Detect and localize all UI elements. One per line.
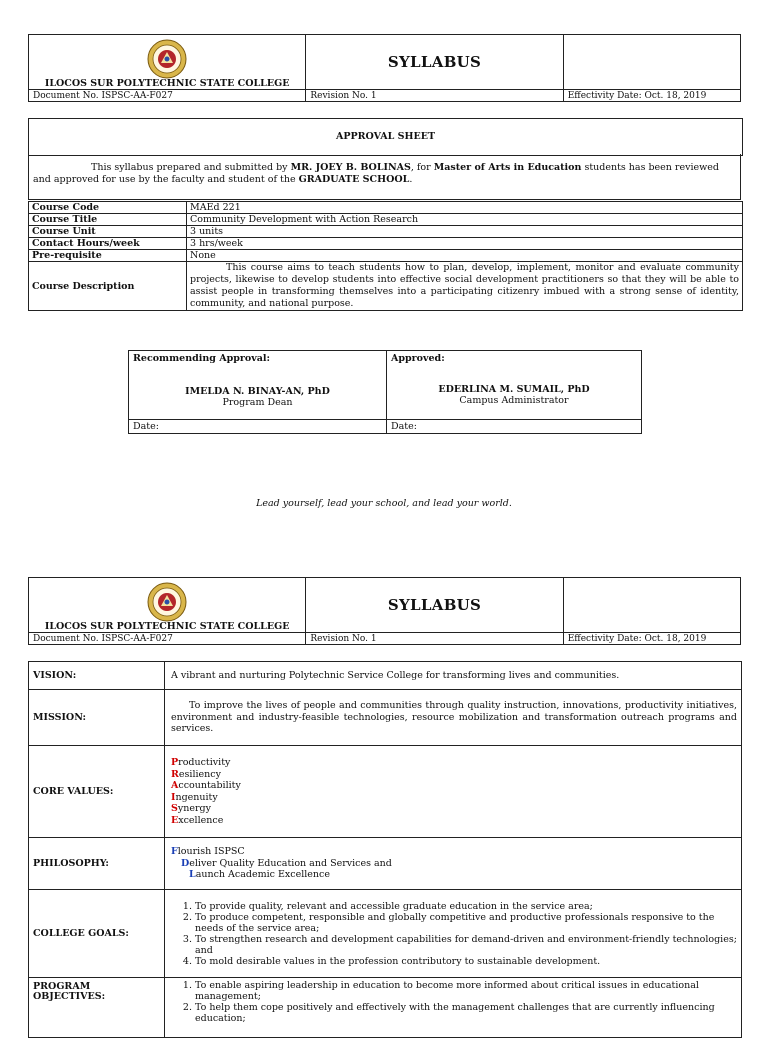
course-description-value: This course aims to teach students how to plan, develop, implement, monitor and evaluate community projects, likewise to develop students into effective social development practitioners so that they will be able to assist people in transforming themselves into a participating citizenry imbued with a strong sense of identity, community, and national purpose.: [187, 262, 743, 311]
list-item: 1. To enable aspiring leadership in education to become more informed about critical issues in educational management;: [195, 980, 737, 1002]
vmgo-table: [28, 661, 742, 1038]
table-row: [29, 262, 743, 311]
table-row: [29, 214, 743, 226]
table-row: [29, 226, 743, 238]
list-item: 2. To help them cope positively and effectively with the management challenges that are currently influencing education;: [195, 1002, 737, 1024]
signatories-table: [128, 350, 642, 434]
revision-number: Revision No. 1: [306, 90, 563, 102]
approval-text-4: .: [409, 174, 413, 185]
recommending-title: Program Dean: [222, 397, 293, 408]
row-label: Pre-requisite: [29, 250, 187, 262]
row-value: Community Development with Action Research: [187, 214, 743, 226]
list-item: Deliver Quality Education and Services and: [181, 857, 392, 869]
college-cell: [29, 578, 306, 633]
vision-label: VISION:: [29, 662, 165, 690]
approval-statement: [28, 154, 741, 200]
list-item: 3. To strengthen research and development capabilities for demand-driven and environment-friendly technologies; and: [195, 934, 737, 956]
revision-number: Revision No. 1: [306, 633, 563, 645]
list-item: 1. To provide quality, relevant and accessible graduate education in the service area;: [195, 901, 737, 912]
syllabus-header: [28, 34, 741, 102]
row-value: MAEd 221: [187, 202, 743, 214]
syllabus-title: SYLLABUS: [306, 578, 563, 633]
core-values-list: [165, 746, 742, 838]
table-row: [29, 978, 742, 1038]
list-item: Launch Academic Excellence: [189, 869, 330, 881]
row-label: Course Title: [29, 214, 187, 226]
list-item: Resiliency: [171, 768, 221, 780]
table-row: [29, 662, 742, 690]
row-label: Course Unit: [29, 226, 187, 238]
college-seal-icon: [147, 39, 187, 79]
list-item: Ingenuity: [171, 791, 218, 803]
table-row: [29, 250, 743, 262]
motto: Lead yourself, lead your school, and lead your world.: [256, 498, 512, 509]
college-goals-label: COLLEGE GOALS:: [29, 890, 165, 978]
empty-header-cell: [563, 35, 740, 90]
effectivity-date: Effectivity Date: Oct. 18, 2019: [563, 90, 740, 102]
syllabus-header: [28, 577, 741, 645]
college-goals-list: [165, 890, 742, 978]
list-item: Accountability: [171, 780, 241, 791]
syllabus-title: SYLLABUS: [306, 35, 563, 90]
list-item: Productivity: [171, 757, 231, 768]
table-row: [29, 890, 742, 978]
recommending-cell: [129, 351, 387, 420]
program-objectives-list: [165, 978, 742, 1038]
recommending-label: Recommending Approval:: [133, 353, 271, 364]
mission-label: MISSION:: [29, 690, 165, 746]
course-description-label: Course Description: [29, 262, 187, 311]
mission-value: To improve the lives of people and communities through quality instruction, innovations, productivity initiatives, environment and industry-feasible technologies, resource mobilization and transformation outreach programs and services.: [165, 690, 742, 746]
core-values-label: CORE VALUES:: [29, 746, 165, 838]
row-value: 3 units: [187, 226, 743, 238]
list-item: Excellence: [171, 814, 224, 826]
philosophy-label: PHILOSOPHY:: [29, 838, 165, 890]
row-label: Contact Hours/week: [29, 238, 187, 250]
approval-text-1: This syllabus prepared and submitted by: [91, 162, 291, 173]
list-item: 4. To mold desirable values in the profession contributory to sustainable development.: [195, 956, 737, 967]
table-row: [29, 202, 743, 214]
empty-header-cell: [563, 578, 740, 633]
college-name: ILOCOS SUR POLYTECHNIC STATE COLLEGE: [44, 621, 290, 632]
table-row: [29, 838, 742, 890]
program-name: Master of Arts in Education: [433, 162, 582, 173]
approval-text-2: , for: [410, 162, 434, 173]
table-row: [29, 690, 742, 746]
table-row: [29, 746, 742, 838]
approved-date: Date:: [387, 420, 642, 434]
program-objectives-label: PROGRAM OBJECTIVES:: [29, 978, 165, 1038]
row-value: None: [187, 250, 743, 262]
approval-text-3: students has been reviewed and approved for use by the faculty and student of the: [33, 162, 719, 185]
recommending-name: IMELDA N. BINAY-AN, PhD: [185, 386, 330, 397]
list-item: 2. To produce competent, responsible and globally competitive and productive professionals responsive to the needs of the service area;: [195, 912, 737, 934]
approved-cell: [387, 351, 642, 420]
author-name: MR. JOEY B. BOLINAS: [290, 162, 411, 173]
approved-name: EDERLINA M. SUMAIL, PhD: [438, 384, 590, 395]
college-name: ILOCOS SUR POLYTECHNIC STATE COLLEGE: [44, 78, 290, 89]
effectivity-date: Effectivity Date: Oct. 18, 2019: [563, 633, 740, 645]
recommending-date: Date:: [129, 420, 387, 434]
approved-label: Approved:: [391, 353, 445, 364]
approved-title: Campus Administrator: [459, 395, 569, 406]
vision-value: A vibrant and nurturing Polytechnic Service College for transforming lives and communities.: [165, 662, 742, 690]
college-cell: [29, 35, 306, 90]
school-name: GRADUATE SCHOOL: [298, 174, 410, 185]
college-seal-icon: [147, 582, 187, 622]
document-number: Document No. ISPSC-AA-F027: [29, 633, 306, 645]
list-item: Flourish ISPSC: [171, 846, 245, 858]
table-row: [29, 238, 743, 250]
row-label: Course Code: [29, 202, 187, 214]
document-number: Document No. ISPSC-AA-F027: [29, 90, 306, 102]
course-info-table: [28, 201, 743, 311]
approval-heading: APPROVAL SHEET: [28, 118, 743, 156]
list-item: Synergy: [171, 803, 211, 814]
philosophy-list: [165, 838, 742, 890]
row-value: 3 hrs/week: [187, 238, 743, 250]
